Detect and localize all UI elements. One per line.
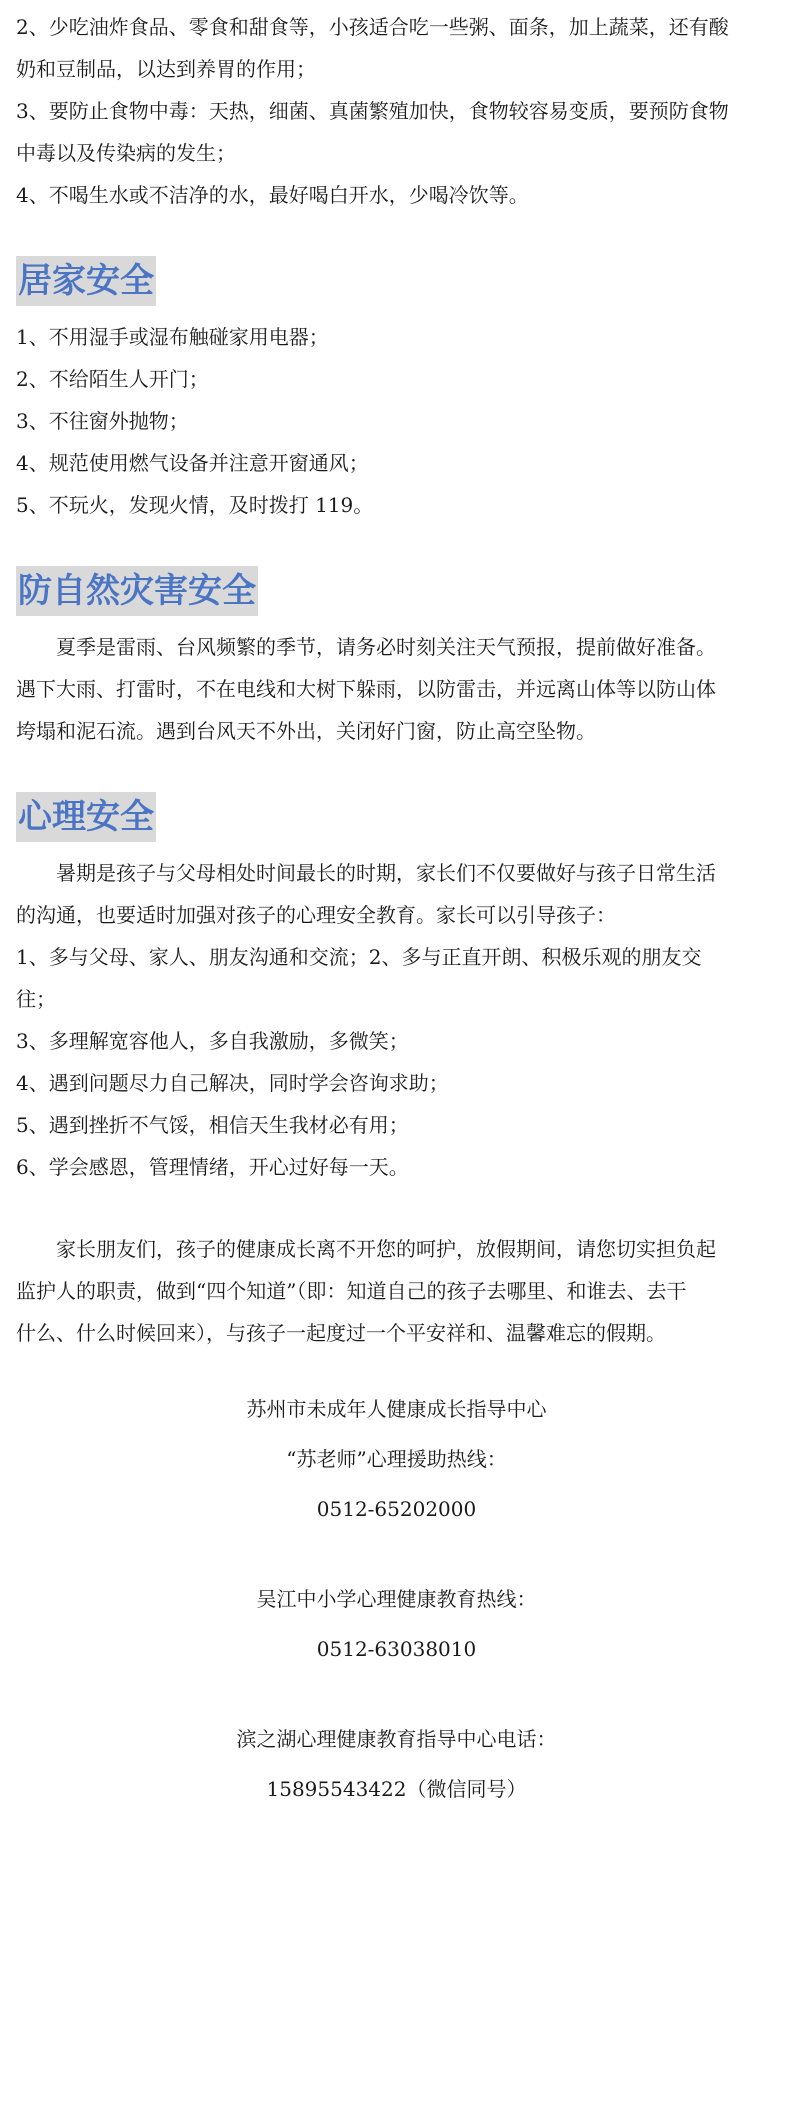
org3-phone: 15895543422（微信同号） xyxy=(266,1777,527,1801)
closing-line: 监护人的职责，做到“四个知道”（即：知道自己的孩子去哪里、和谁去、去干 xyxy=(16,1279,687,1303)
home-safety-title: 居家安全 xyxy=(16,256,156,306)
mental-safety-item: 4、遇到问题尽力自己解决，同时学会咨询求助； xyxy=(16,1071,449,1095)
disaster-safety-line: 夏季是雷雨、台风频繁的季节，请务必时刻关注天气预报，提前做好准备。 xyxy=(56,635,716,659)
closing-line: 什么、什么时候回来），与孩子一起度过一个平安祥和、温馨难忘的假期。 xyxy=(16,1321,666,1345)
mental-safety-intro-line: 暑期是孩子与父母相处时间最长的时期，家长们不仅要做好与孩子日常生活 xyxy=(56,861,716,885)
mental-safety-item: 往； xyxy=(16,987,56,1011)
mental-safety-title: 心理安全 xyxy=(16,792,156,842)
closing-line: 家长朋友们，孩子的健康成长离不开您的呵护，放假期间，请您切实担负起 xyxy=(56,1237,716,1261)
org1-name: 苏州市未成年人健康成长指导中心 xyxy=(246,1397,547,1421)
disaster-safety-line: 垮塌和泥石流。遇到台风天不外出，关闭好门窗，防止高空坠物。 xyxy=(16,719,596,743)
home-safety-item: 5、不玩火，发现火情，及时拨打 119。 xyxy=(16,493,374,517)
disaster-safety-line: 遇下大雨、打雷时，不在电线和大树下躲雨，以防雷击，并远离山体等以防山体 xyxy=(16,677,716,701)
org3-label: 滨之湖心理健康教育指导中心电话： xyxy=(236,1727,557,1751)
food-safety-list xyxy=(16,6,777,216)
food-item-line: 2、少吃油炸食品、零食和甜食等，小孩适合吃一些粥、面条，加上蔬菜，还有酸 xyxy=(16,15,729,39)
org1-hotline-label: “苏老师”心理援助热线： xyxy=(286,1447,507,1471)
org2-label: 吴江中小学心理健康教育热线： xyxy=(256,1587,537,1611)
home-safety-item: 3、不往窗外抛物； xyxy=(16,409,189,433)
food-item-line: 奶和豆制品，以达到养胃的作用； xyxy=(16,57,316,81)
mental-safety-item: 1、多与父母、家人、朋友沟通和交流；2、多与正直开朗、积极乐观的朋友交 xyxy=(16,945,702,969)
org2-phone: 0512-63038010 xyxy=(316,1637,477,1661)
food-item-line: 4、不喝生水或不洁净的水，最好喝白开水，少喝冷饮等。 xyxy=(16,183,529,207)
mental-safety-intro-line: 的沟通，也要适时加强对孩子的心理安全教育。家长可以引导孩子： xyxy=(16,903,616,927)
org1-phone: 0512-65202000 xyxy=(316,1497,477,1521)
mental-safety-list xyxy=(16,936,777,1188)
mental-safety-item: 3、多理解宽容他人，多自我激励，多微笑； xyxy=(16,1029,409,1053)
disaster-safety-paragraph xyxy=(16,626,777,752)
home-safety-item: 1、不用湿手或湿布触碰家用电器； xyxy=(16,325,329,349)
food-item-line: 3、要防止食物中毒：天热，细菌、真菌繁殖加快，食物较容易变质，要预防食物 xyxy=(16,99,729,123)
contact-info xyxy=(16,1384,777,1814)
home-safety-item: 2、不给陌生人开门； xyxy=(16,367,209,391)
disaster-safety-title: 防自然灾害安全 xyxy=(16,566,258,616)
home-safety-item: 4、规范使用燃气设备并注意开窗通风； xyxy=(16,451,369,475)
mental-safety-intro xyxy=(16,852,777,936)
closing-paragraph xyxy=(16,1228,777,1354)
mental-safety-item: 6、学会感恩，管理情绪，开心过好每一天。 xyxy=(16,1155,409,1179)
food-item-line: 中毒以及传染病的发生； xyxy=(16,141,236,165)
mental-safety-item: 5、遇到挫折不气馁，相信天生我材必有用； xyxy=(16,1113,409,1137)
home-safety-list xyxy=(16,316,777,526)
